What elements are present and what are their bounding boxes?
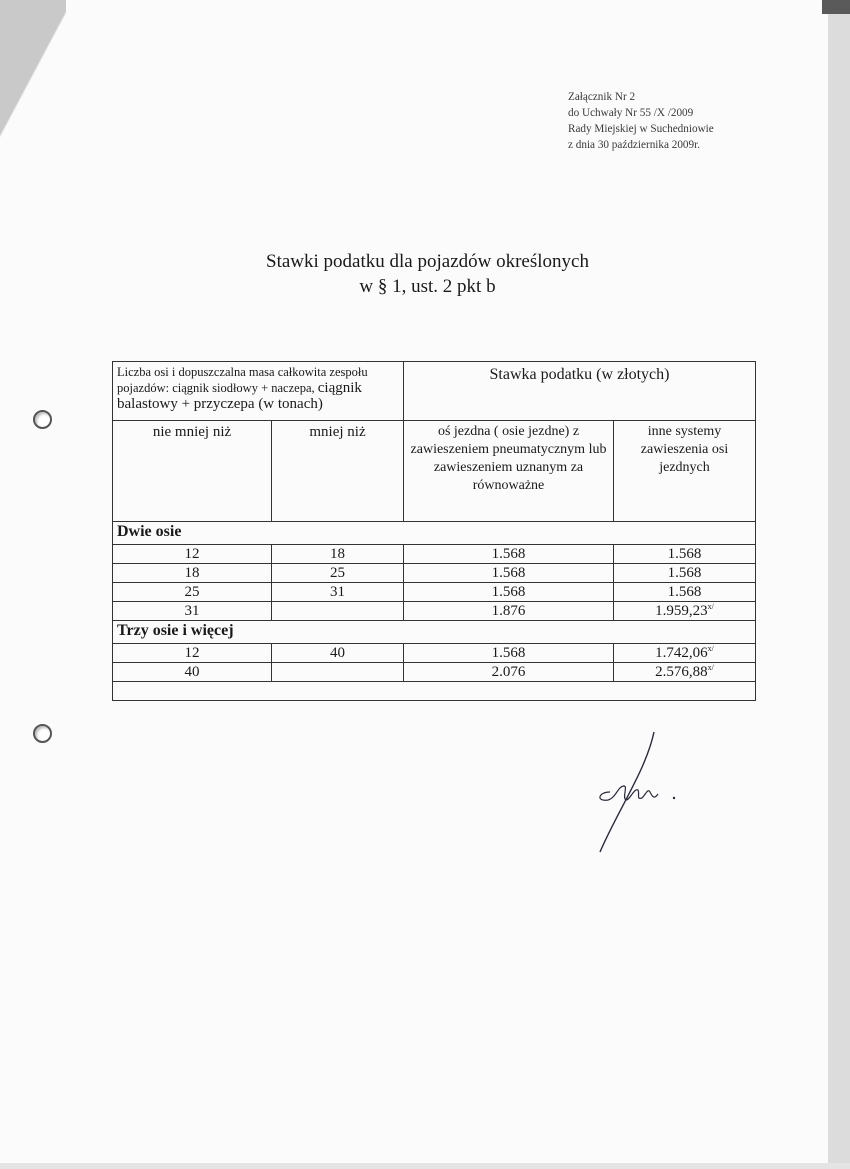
empty-cell — [113, 682, 756, 701]
cell-pneumatic: 1.568 — [404, 583, 614, 602]
title-line: w § 1, ust. 2 pkt b — [359, 276, 496, 297]
table-row — [113, 663, 756, 682]
cell-max: 40 — [272, 644, 404, 663]
scan-corner-right — [822, 0, 850, 14]
cell-min: 40 — [113, 663, 272, 682]
scan-shadow-left — [0, 0, 66, 260]
table-row — [113, 545, 756, 564]
tax-rate-header: Stawka podatku (w złotych) — [404, 362, 756, 421]
cell-other — [614, 545, 756, 564]
table-row — [113, 602, 756, 621]
annex-line: Załącznik Nr 2 — [568, 91, 636, 103]
cell-pneumatic: 1.568 — [404, 644, 614, 663]
cell-min: 31 — [113, 602, 272, 621]
table-row-empty — [113, 682, 756, 701]
table-row — [113, 644, 756, 663]
table-row — [113, 564, 756, 583]
cell-max — [272, 663, 404, 682]
cell-pneumatic: 1.568 — [404, 545, 614, 564]
cell-other-value: 1.568 — [667, 584, 702, 600]
handwritten-signature-icon — [594, 730, 690, 854]
cell-other — [614, 583, 756, 602]
col-other-header: inne systemy zawieszenia osi jezdnych — [614, 421, 756, 522]
annex-header — [568, 89, 818, 153]
cell-other-value: 1.742,06 — [655, 645, 708, 661]
cell-max: 25 — [272, 564, 404, 583]
document-title — [200, 249, 655, 299]
scan-shadow-right — [828, 0, 850, 1169]
cell-max — [272, 602, 404, 621]
section-three-axles: Trzy osie i więcej — [113, 621, 756, 644]
title-line: Stawki podatku dla pojazdów określonych — [266, 251, 589, 272]
cell-other-value: 1.568 — [667, 565, 702, 581]
tax-rate-table — [112, 361, 756, 701]
table-row — [113, 583, 756, 602]
cell-min: 12 — [113, 644, 272, 663]
cell-other-value: 1.959,23 — [655, 603, 708, 619]
header-left-small: Liczba osi i dopuszczalna masa całkowita zespołu pojazdów: ciągnik siodłowy + naczepa, — [117, 365, 368, 395]
cell-min: 18 — [113, 564, 272, 583]
punch-hole-icon — [33, 724, 52, 743]
punch-hole-icon — [33, 410, 52, 429]
cell-max: 18 — [272, 545, 404, 564]
col-min-header: nie mniej niż — [113, 421, 272, 522]
cell-min: 25 — [113, 583, 272, 602]
annex-line: z dnia 30 października 2009r. — [568, 139, 701, 151]
cell-max: 31 — [272, 583, 404, 602]
scan-shadow-bottom — [0, 1163, 850, 1169]
axles-mass-header — [113, 362, 404, 421]
cell-other — [614, 602, 756, 621]
cell-pneumatic: 1.876 — [404, 602, 614, 621]
cell-other — [614, 564, 756, 583]
col-max-header: mniej niż — [272, 421, 404, 522]
section-two-axles: Dwie osie — [113, 522, 756, 545]
footnote-mark: x/ — [707, 602, 714, 611]
cell-min: 12 — [113, 545, 272, 564]
cell-pneumatic: 1.568 — [404, 564, 614, 583]
annex-line: Rady Miejskiej w Suchedniowie — [568, 123, 714, 135]
header-left-big: ciągnik balastowy + przyczepa (w tonach) — [117, 380, 362, 412]
cell-pneumatic: 2.076 — [404, 663, 614, 682]
cell-other-value: 1.568 — [667, 546, 702, 562]
cell-other — [614, 644, 756, 663]
footnote-mark: x/ — [707, 644, 714, 653]
cell-other-value: 2.576,88 — [655, 664, 708, 680]
cell-other — [614, 663, 756, 682]
footnote-mark: x/ — [707, 663, 714, 672]
col-pneumatic-header: oś jezdna ( osie jezdne) z zawieszeniem pneumatycznym lub zawieszeniem uznanym za równoważne — [404, 421, 614, 522]
annex-line: do Uchwały Nr 55 /X /2009 — [568, 107, 694, 119]
